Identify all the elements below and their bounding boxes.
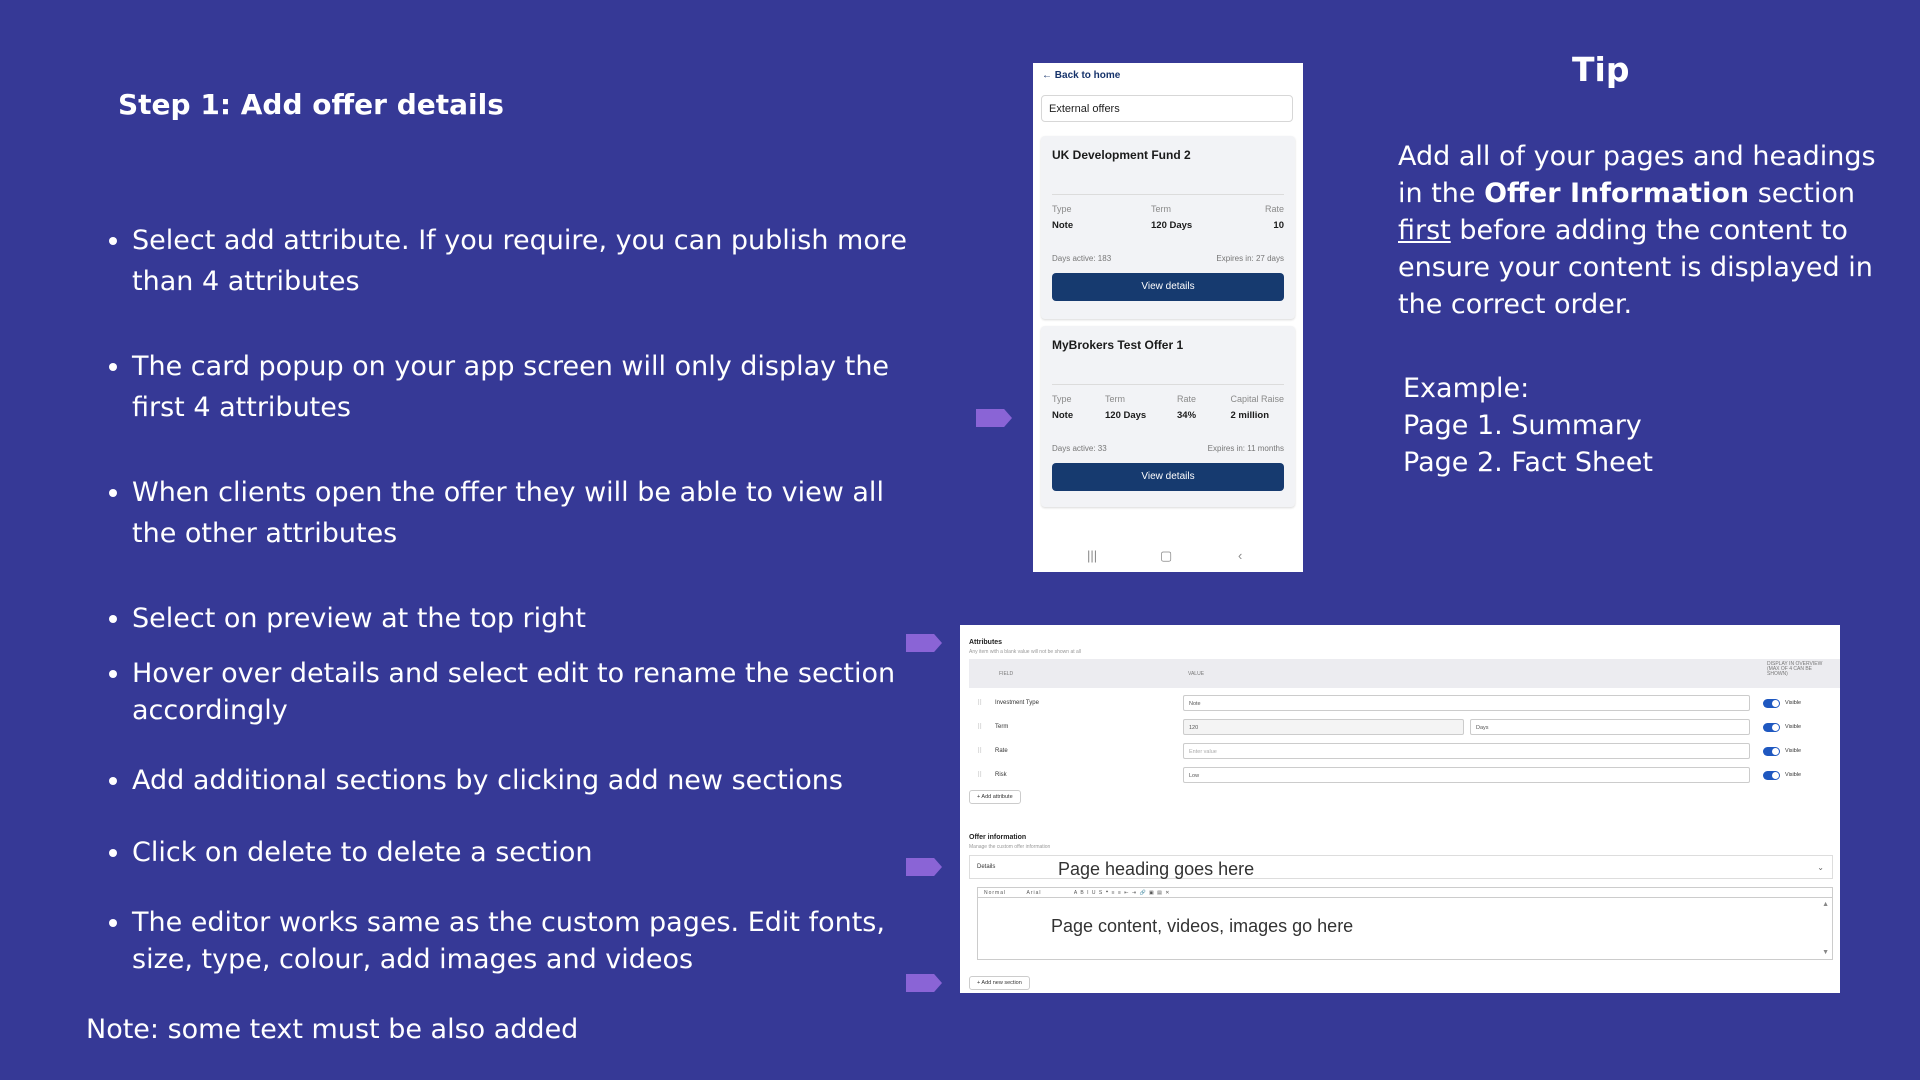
- step-title: Step 1: Add offer details: [118, 88, 504, 121]
- add-attribute-button[interactable]: + Add attribute: [969, 790, 1021, 804]
- tip-text: before adding the content to ensure your content is displayed in the correct order.: [1398, 215, 1873, 320]
- offer-attribute: [1230, 394, 1284, 421]
- formatting-icons[interactable]: A B I U S ❝ ≡ ≡ ⇤ ⇥ 🔗 ▣ ▤ ✕: [1073, 890, 1171, 896]
- tip-text: section: [1749, 178, 1855, 209]
- arrow-left-icon: ←: [1042, 70, 1052, 81]
- attr-field: Risk: [995, 772, 1007, 778]
- view-details-button[interactable]: View details: [1052, 463, 1284, 491]
- font-family-select[interactable]: Arial: [1026, 890, 1042, 896]
- bullet-item: • Select on preview at the top right: [132, 598, 912, 639]
- attr-label: Term: [1105, 394, 1125, 404]
- note-text: Note: some text must be also added: [86, 1014, 579, 1045]
- visible-toggle[interactable]: [1763, 771, 1780, 780]
- pointer-arrow-icon: [906, 634, 942, 652]
- visible-toggle[interactable]: [1763, 747, 1780, 756]
- drag-handle-icon[interactable]: ⠿: [977, 724, 983, 731]
- bullet-item: • When clients open the offer they will be able to view all the other attributes: [132, 472, 912, 554]
- offer-attribute: [1265, 204, 1284, 231]
- attr-field: Rate: [995, 748, 1008, 754]
- attributes-table-header: [969, 659, 1840, 688]
- attr-label: Capital Raise: [1230, 394, 1284, 404]
- attr-label: Rate: [1177, 394, 1197, 404]
- visible-toggle[interactable]: [1763, 723, 1780, 732]
- menu-icon[interactable]: |||: [1087, 548, 1098, 563]
- pointer-arrow-icon: [906, 858, 942, 876]
- attributes-heading: Attributes: [969, 639, 1003, 646]
- col-display: DISPLAY IN OVERVIEW (MAX OF 4 CAN BE SHOWN): [1767, 661, 1823, 677]
- rich-text-content-area[interactable]: [977, 898, 1833, 960]
- days-active: Days active: 183: [1052, 254, 1112, 263]
- bullet-item: • Add additional sections by clicking add new sections: [132, 760, 912, 801]
- attr-value-input[interactable]: Enter value: [1183, 743, 1750, 759]
- bullet-item: • The card popup on your app screen will only display the first 4 attributes: [132, 346, 912, 428]
- visible-label: Visible: [1785, 772, 1802, 778]
- pointer-arrow-icon: [976, 409, 1012, 427]
- drag-handle-icon[interactable]: ⠿: [977, 748, 983, 755]
- visible-toggle[interactable]: [1763, 699, 1780, 708]
- page-heading-placeholder: Page heading goes here: [1058, 859, 1255, 879]
- offer-attribute: [1151, 204, 1192, 231]
- section-details-row[interactable]: [969, 855, 1833, 879]
- offer-attribute: [1177, 394, 1196, 421]
- visible-label: Visible: [1785, 700, 1802, 706]
- back-label: Back to home: [1054, 70, 1121, 81]
- section-name: Details: [977, 864, 996, 870]
- attribute-row: [969, 764, 1840, 788]
- example-line: Page 2. Fact Sheet: [1403, 447, 1653, 478]
- example-block: [1403, 370, 1653, 481]
- bullet-item: • Hover over details and select edit to rename the section accordingly: [132, 655, 912, 729]
- bullet-item: • The editor works same as the custom pages. Edit fonts, size, type, colour, add images and videos: [132, 904, 912, 978]
- expires-in: Expires in: 27 days: [1216, 254, 1284, 263]
- tip-body: [1398, 138, 1898, 323]
- attr-label: Rate: [1264, 204, 1284, 214]
- add-new-section-button[interactable]: + Add new section: [969, 976, 1030, 990]
- scroll-down-icon[interactable]: ▼: [1822, 949, 1829, 956]
- days-active: Days active: 33: [1052, 444, 1107, 453]
- back-to-home-link[interactable]: [1042, 70, 1120, 81]
- attr-value: 120 Days: [1151, 220, 1193, 231]
- offer-name: MyBrokers Test Offer 1: [1052, 338, 1184, 352]
- bullet-item: • Click on delete to delete a section: [132, 832, 912, 873]
- attr-value: Note: [1052, 410, 1074, 421]
- attr-value: Note: [1052, 220, 1074, 231]
- attr-field: Investment Type: [995, 700, 1039, 706]
- divider: [1052, 194, 1284, 195]
- visible-label: Visible: [1785, 724, 1802, 730]
- expires-in: Expires in: 11 months: [1207, 444, 1284, 453]
- tip-underline: first: [1398, 215, 1451, 246]
- attr-label: Type: [1052, 394, 1072, 404]
- example-line: Page 1. Summary: [1403, 410, 1642, 441]
- attribute-row: [969, 692, 1840, 716]
- attr-value-select[interactable]: Low: [1183, 767, 1750, 783]
- attr-value: 120 Days: [1105, 410, 1147, 421]
- offers-search-input[interactable]: External offers: [1041, 95, 1293, 122]
- android-nav-bar: [1033, 548, 1303, 562]
- attributes-subtext: Any item with a blank value will not be shown at all: [969, 649, 1082, 655]
- attr-value-select[interactable]: Note: [1183, 695, 1750, 711]
- attribute-row: [969, 716, 1840, 740]
- offer-editor-preview: [960, 625, 1840, 993]
- back-icon[interactable]: ‹: [1238, 548, 1243, 563]
- font-size-select[interactable]: Normal: [984, 890, 1007, 896]
- attr-value-input[interactable]: 120: [1183, 719, 1464, 735]
- attr-value: 2 million: [1230, 410, 1270, 421]
- bullet-item: • Select add attribute. If you require, you can publish more than 4 attributes: [132, 220, 912, 302]
- tip-bold: Offer Information: [1484, 178, 1750, 209]
- rich-text-toolbar[interactable]: [977, 887, 1833, 898]
- offer-info-subtext: Manage the custom offer information: [969, 844, 1051, 850]
- attr-value: 10: [1273, 220, 1284, 231]
- phone-preview: [1033, 63, 1303, 572]
- view-details-button[interactable]: View details: [1052, 273, 1284, 301]
- attr-unit-select[interactable]: Days: [1470, 719, 1750, 735]
- pointer-arrow-icon: [906, 974, 942, 992]
- offer-name: UK Development Fund 2: [1052, 148, 1191, 162]
- chevron-down-icon[interactable]: ⌄: [1817, 863, 1824, 872]
- drag-handle-icon[interactable]: ⠿: [977, 772, 983, 779]
- offer-attribute: [1052, 394, 1073, 421]
- step-bullets: [100, 220, 912, 978]
- offer-info-heading: Offer information: [969, 834, 1027, 841]
- col-value: VALUE: [1188, 671, 1205, 677]
- attr-label: Type: [1052, 204, 1072, 214]
- scroll-up-icon[interactable]: ▲: [1822, 901, 1829, 908]
- offer-attribute: [1052, 204, 1073, 231]
- page-content-placeholder: Page content, videos, images go here: [1051, 916, 1354, 936]
- attribute-row: [969, 740, 1840, 764]
- attr-value: 34%: [1177, 410, 1197, 421]
- attr-field: Term: [995, 724, 1009, 730]
- example-label: Example:: [1403, 373, 1530, 404]
- drag-handle-icon[interactable]: ⠿: [977, 700, 983, 707]
- visible-label: Visible: [1785, 748, 1802, 754]
- col-field: FIELD: [999, 671, 1014, 677]
- divider: [1052, 384, 1284, 385]
- tip-text: Add all of your pages and headings in the: [1398, 141, 1876, 209]
- offer-attribute: [1105, 394, 1146, 421]
- offer-card[interactable]: [1041, 136, 1295, 319]
- offer-card[interactable]: [1041, 326, 1295, 507]
- tip-title: Tip: [1572, 50, 1630, 89]
- attr-label: Term: [1151, 204, 1171, 214]
- home-icon[interactable]: ▢: [1160, 548, 1173, 563]
